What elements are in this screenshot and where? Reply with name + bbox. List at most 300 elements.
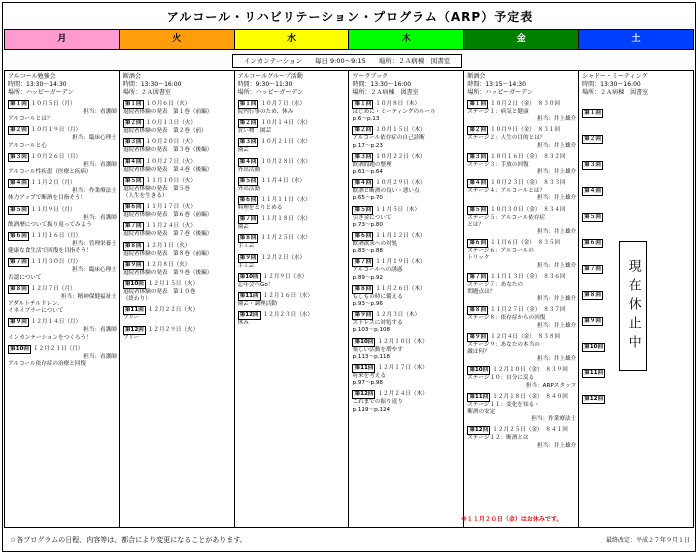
session-date: １１月２７日（金） ８３７回	[490, 307, 566, 314]
session-detail: 担当：井上雄介	[536, 142, 577, 149]
session-number: 第12回	[239, 312, 259, 319]
session-number: 第10回	[584, 344, 604, 350]
session-number: 第４回	[584, 188, 601, 194]
session-date: １０月１６日（金） ８３２回	[490, 153, 566, 160]
day-mon: 月	[5, 30, 120, 49]
session-date: １２月４日（金） ８３８回	[490, 333, 561, 340]
session-item	[120, 137, 234, 156]
session-number: 第１回	[584, 110, 601, 116]
session-detail: ステージ８：依存症からの回復	[467, 315, 546, 322]
schedule-column	[579, 71, 693, 527]
session-date: １２月７日（月）	[30, 285, 76, 292]
session-date: １２月１０日（金） ８３９回	[492, 367, 568, 374]
session-detail: p.65〜p.70	[352, 195, 383, 202]
session-number: 第３回	[124, 139, 142, 146]
session-item	[120, 99, 234, 118]
session-number: 第１回	[10, 101, 27, 107]
session-detail: ステージ７：あなたの	[467, 281, 524, 288]
session-item	[464, 125, 578, 151]
session-item	[235, 137, 349, 156]
session-item	[5, 125, 119, 151]
session-item	[464, 365, 578, 391]
revision-date: 最終改定：平成２７年９月１日	[605, 537, 690, 544]
session-number: 第９回	[469, 333, 487, 340]
session-date: １２月１６日（水）	[262, 293, 313, 300]
session-detail: 忘年会へGo！	[237, 281, 274, 288]
session-detail: 将来を考える	[352, 373, 387, 380]
session-detail: （終わり）	[122, 296, 151, 303]
session-item	[579, 203, 693, 229]
session-date: １１月１７日（火）	[145, 204, 196, 211]
session-detail: 手工芸	[237, 262, 255, 269]
session-date: １０月２日（金） ８３０回	[490, 101, 561, 107]
session-number: 第10回	[10, 345, 29, 352]
session-item	[5, 178, 119, 204]
session-item	[5, 99, 119, 125]
session-detail: 飲酒歴について振り返ってみよう	[8, 221, 92, 228]
session-item	[464, 332, 578, 366]
session-number: 第２回	[239, 120, 257, 127]
session-detail: p.61〜p.64	[352, 169, 383, 176]
session-number: 第７回	[239, 216, 257, 223]
session-detail: とは？	[467, 221, 485, 228]
session-date: １０月７日（水）	[260, 101, 306, 107]
session-item	[120, 241, 234, 260]
day-sat: 土	[579, 30, 693, 49]
session-date: １１月１６日（月）	[30, 233, 82, 240]
schedule-column	[349, 71, 464, 527]
session-date: １１月３０日（月）	[30, 259, 82, 266]
column-header-line: 時間：13:30〜16:00	[582, 81, 641, 88]
session-number: 第12回	[584, 396, 604, 402]
session-item	[5, 257, 119, 283]
session-number: 第３回	[10, 153, 27, 160]
session-item	[120, 157, 234, 176]
session-date: １１月４日（水）	[260, 177, 306, 184]
session-item	[120, 118, 234, 137]
session-item	[464, 305, 578, 331]
session-detail: イネイブラーについて	[8, 308, 64, 315]
session-number: 第５回	[584, 214, 601, 220]
session-date: １１月１９日（木）	[375, 259, 426, 266]
session-item	[464, 238, 578, 272]
column-header-line: 場所：２Ａ病棟 図書室	[582, 89, 649, 96]
session-detail: トリック	[467, 255, 490, 262]
session-date: １２月２２日（火）	[147, 307, 199, 314]
session-item	[120, 260, 234, 279]
session-number: 第１回	[124, 101, 142, 107]
session-item	[579, 385, 693, 411]
session-number: 第８回	[124, 242, 142, 249]
column-header-line: 場所：ハッピーガーデン	[237, 89, 304, 96]
session-detail: 引き金について	[352, 214, 392, 221]
session-number: 第６回	[354, 233, 372, 240]
session-number: 第９回	[584, 318, 601, 324]
session-item	[235, 291, 349, 310]
session-detail: ステージ４：アルコールとは？	[467, 188, 546, 195]
session-date: １０月２２日（木）	[375, 153, 426, 160]
session-date: １０月１５日（木）	[375, 127, 426, 134]
session-detail: もしもの時に備える	[352, 293, 403, 300]
session-detail: p.73〜p.80	[352, 221, 383, 228]
session-detail: ステージ９：あなたの本当の	[467, 341, 540, 348]
session-number: 第４回	[469, 180, 487, 187]
session-detail: p.89〜p.92	[352, 274, 383, 281]
session-date: １０月２０日（火）	[145, 139, 196, 146]
day-thu: 木	[349, 30, 464, 49]
session-date: １１月９日（月）	[30, 206, 76, 213]
session-number: 第２回	[10, 127, 27, 134]
session-detail: これまでの振り返り	[352, 399, 403, 406]
session-number: 第２回	[124, 120, 142, 127]
session-detail: 退院者体験の発表 第９巻（後編）	[122, 269, 213, 276]
session-date: １２月１０日（木）	[377, 338, 428, 345]
session-number: 第８回	[10, 285, 27, 292]
session-item	[349, 257, 463, 283]
session-detail: ステージ１１：変化を知る・	[467, 401, 540, 408]
session-date: １２月２９日（火）	[147, 326, 199, 333]
session-date: １２月１４日（月）	[30, 319, 82, 326]
column-header	[349, 71, 463, 99]
session-number: 第４回	[239, 158, 257, 165]
session-detail: ステージ２：人生の目的とは？	[467, 135, 546, 142]
session-detail: ストレスに対処する	[352, 320, 403, 327]
session-date: １０月３０日（金） ８３４回	[490, 206, 566, 213]
column-header	[579, 71, 693, 99]
holiday-notice: ※１１月２０日（金）はお休みです。	[461, 516, 563, 523]
session-date: １０月６日（火）	[145, 101, 191, 107]
session-item	[464, 152, 578, 178]
session-detail: 退院者体験の発表 第２巻（前）	[122, 128, 207, 135]
session-detail: 園芸・調理活動	[237, 301, 277, 308]
session-item	[464, 99, 578, 125]
session-date: １１月６日（金） ８３５回	[490, 240, 561, 247]
session-number: 第３回	[469, 153, 487, 160]
session-item	[349, 363, 463, 389]
day-fri: 金	[464, 30, 579, 49]
session-date: １２月１８日（金） ８４０回	[492, 393, 568, 400]
session-detail: 担当：看護師	[83, 327, 117, 334]
column-header-line: アルコール勉強会	[8, 73, 56, 80]
session-detail: 担当：看護師	[83, 353, 117, 360]
session-detail: p.93〜p.96	[352, 301, 383, 308]
session-detail: アルコール性疾患（医療と疾病）	[8, 169, 92, 176]
column-header-line: ワークブック	[352, 73, 389, 80]
session-date: １２月２４日（木）	[377, 391, 428, 398]
session-number: 第12回	[124, 326, 144, 333]
session-detail: ステージ３：手放の回復	[467, 161, 529, 168]
session-detail: 担当：ARPスタッフ	[525, 382, 577, 389]
session-detail: 担当：井上雄介	[536, 262, 577, 269]
schedule-column	[120, 71, 235, 527]
session-detail: 問題点は？	[467, 289, 496, 296]
session-detail: 退院者体験の発表 第７巻（後編）	[122, 231, 213, 238]
session-number: 第12回	[354, 391, 374, 398]
session-number: 第５回	[469, 206, 487, 213]
session-date: １０月１３日（火）	[145, 120, 196, 127]
session-item	[349, 231, 463, 257]
session-number: 第８回	[239, 235, 257, 242]
session-detail: p.119〜p.124	[352, 406, 391, 413]
session-detail: p.83〜p.88	[352, 248, 383, 255]
session-item	[235, 157, 349, 176]
session-detail: アルコールへの誘惑	[352, 267, 403, 274]
session-detail: 健康な食生活で回復を目指そう！	[8, 248, 92, 255]
session-date: １０月２７日（火）	[145, 158, 196, 165]
session-detail: 担当：看護師	[83, 161, 117, 168]
session-detail: 担当：井上雄介	[536, 195, 577, 202]
column-header-line: 時間：13:15〜14:30	[467, 81, 526, 88]
session-detail: 飲酒欲求への対処	[352, 241, 398, 248]
session-detail: 担当：管理栄養士	[72, 241, 117, 248]
column-header-line: 場所：２Ａ病棟 図書室	[352, 89, 419, 96]
schedule-column	[235, 71, 350, 527]
session-detail: 園芸	[237, 147, 249, 154]
page-title: アルコール・リハビリテーション・プログラム（ARP）予定表	[166, 10, 534, 24]
session-detail: 担当：臨床心理士	[72, 135, 117, 142]
session-number: 第７回	[10, 259, 27, 266]
column-header-line: 時間：13:30〜14:30	[8, 81, 67, 88]
session-item	[5, 344, 119, 370]
session-item	[120, 305, 234, 324]
session-number: 第３回	[354, 153, 372, 160]
schedule-grid	[4, 70, 694, 528]
session-detail: ステージ６：アルコールの	[467, 248, 534, 255]
session-detail: アルコールとは？	[8, 116, 53, 123]
session-number: 第４回	[354, 180, 372, 187]
session-detail: 担当：井上雄介	[536, 116, 577, 123]
session-detail: 退院者体験の発表 第１０巻	[122, 289, 196, 296]
session-detail: p.113〜p.118	[352, 353, 391, 360]
session-item	[464, 425, 578, 451]
session-item	[464, 392, 578, 426]
session-detail: 料理をとりとめる	[237, 205, 283, 212]
session-detail: 園芸	[237, 224, 249, 231]
session-item	[235, 176, 349, 195]
session-number: 第１回	[469, 101, 487, 107]
session-number: 第５回	[239, 177, 257, 184]
column-header-line: アルコールグループ活動	[237, 73, 303, 80]
session-item	[464, 272, 578, 306]
session-date: １０月９日（金） ８３１回	[490, 127, 561, 134]
session-detail: 休み	[237, 320, 249, 327]
session-detail: 担当：井上雄介	[536, 442, 577, 449]
session-detail: 否認について	[8, 274, 42, 281]
session-number: 第11回	[239, 293, 259, 300]
session-detail: 外出活動	[237, 185, 261, 192]
session-detail: アルコール依存症の治療と回復	[8, 361, 86, 368]
session-number: 第２回	[469, 127, 487, 134]
column-header-line: 場所：２Ａ図書室	[122, 89, 171, 96]
session-detail: 担当：井上雄介	[536, 169, 577, 176]
session-date: １１月１２日（木）	[375, 233, 426, 240]
session-number: 第９回	[354, 312, 372, 319]
session-item	[235, 195, 349, 214]
column-header-line: シャドー・ミーティング	[582, 73, 648, 80]
session-item	[235, 310, 349, 329]
session-date: １０月２１日（水）	[260, 139, 311, 146]
session-number: 第１回	[239, 101, 257, 107]
session-date: １１月２４日（火）	[145, 223, 196, 230]
session-number: 第11回	[584, 370, 604, 376]
day-tue: 火	[120, 30, 235, 49]
session-detail: 担当：看護師	[83, 214, 117, 221]
session-item	[5, 284, 119, 318]
paused-notice: 現在休止中	[619, 241, 647, 371]
session-item	[349, 152, 463, 178]
session-detail: p.6〜p.13	[352, 116, 380, 123]
session-detail: 担当：作業療法士	[72, 188, 117, 195]
session-number: 第10回	[469, 367, 489, 374]
session-number: 第10回	[239, 273, 259, 280]
session-detail: 担当：井上雄介	[536, 322, 577, 329]
column-header-line: 場所：ハッピーガーデン	[8, 89, 74, 96]
session-date: １２月８日（火）	[145, 261, 191, 268]
session-detail: 断酒の安定	[467, 409, 496, 416]
session-date: １１月１１日（水）	[260, 197, 311, 204]
column-header-line: 断酒会	[467, 73, 486, 80]
session-detail: アルコールと心	[8, 142, 47, 149]
session-number: 第３回	[239, 139, 257, 146]
schedule-column	[464, 71, 579, 527]
session-date: １１月１０日（火）	[145, 177, 196, 184]
session-detail: 担当：臨床心理士	[72, 267, 117, 274]
schedule-column	[5, 71, 120, 527]
session-number: 第７回	[584, 266, 601, 272]
session-number: 第２回	[354, 127, 372, 134]
footnote: ☆各プログラムの日程、内容等は、都合により変更になることがあります。	[10, 536, 247, 544]
column-header	[235, 71, 349, 99]
session-item	[349, 389, 463, 415]
session-date: １０月２６日（月）	[30, 153, 82, 160]
session-number: 第４回	[10, 180, 27, 187]
session-item	[5, 317, 119, 343]
session-number: 第７回	[354, 259, 372, 266]
session-detail: フリー	[122, 334, 140, 341]
session-number: 第６回	[584, 240, 601, 246]
session-item	[120, 279, 234, 305]
session-detail: 外出活動	[237, 166, 261, 173]
session-number: 第12回	[469, 427, 489, 434]
session-detail: インカンテーションをつくろう！	[8, 334, 92, 341]
session-date: １２月１５日（火）	[147, 281, 199, 288]
session-detail: アルコール依存症の自己診断	[352, 135, 425, 142]
session-item	[579, 177, 693, 203]
session-number: 第９回	[124, 261, 142, 268]
session-detail: 院内行事のため、休み	[237, 109, 294, 115]
session-date: １２月２日（水）	[260, 254, 306, 261]
session-detail: ステージ１０：自分に戻る	[467, 375, 535, 382]
session-detail: 退院者体験の発表 第８巻（前編）	[122, 250, 213, 257]
session-number: 第８回	[584, 292, 601, 298]
session-detail: 退院者体験の発表 第３巻（後編）	[122, 147, 213, 154]
session-date: １２月３日（木）	[375, 312, 421, 319]
session-detail: はじめに・ミーティングのルール	[352, 109, 436, 115]
session-item	[5, 205, 119, 231]
session-number: 第２回	[584, 136, 601, 142]
column-header-line: 時間：9:30〜11:30	[237, 81, 293, 88]
session-number: 第11回	[354, 365, 374, 372]
session-date: １０月１４日（水）	[260, 120, 311, 127]
session-item	[349, 205, 463, 231]
session-detail: フリー	[122, 315, 140, 322]
session-detail: p.97〜p.98	[352, 380, 383, 387]
session-number: 第１回	[354, 101, 372, 107]
session-item	[349, 310, 463, 336]
session-date: １２月２１日（月）	[32, 345, 84, 352]
column-header-line: 断酒会	[122, 73, 141, 80]
session-detail: p.103〜p.108	[352, 327, 391, 334]
session-detail: ステージ１２：断酒とは	[467, 435, 529, 442]
column-header	[5, 71, 119, 99]
session-item	[349, 178, 463, 204]
session-item	[5, 152, 119, 178]
session-date: １０月５日（月）	[30, 101, 76, 107]
session-detail: （人生を生きる）	[122, 193, 168, 200]
column-header	[464, 71, 578, 99]
session-item	[579, 99, 693, 125]
session-number: 第３回	[584, 162, 601, 168]
session-date: １２月２５日（金） ８４１回	[492, 427, 568, 434]
session-detail: 担当：精神保健福祉士	[60, 293, 117, 300]
session-number: 第11回	[124, 307, 144, 314]
session-item	[579, 125, 693, 151]
session-item	[235, 118, 349, 137]
session-number: 第５回	[10, 206, 27, 213]
session-detail: 飲酒と断酒の良い・悪い点	[352, 188, 420, 195]
session-date: １１月２日（月）	[30, 180, 76, 187]
session-item	[235, 253, 349, 272]
session-number: 第６回	[124, 204, 142, 211]
session-date: １２月１７日（木）	[377, 365, 428, 372]
column-header-line: 時間：13:30〜16:00	[352, 81, 412, 88]
session-date: １０月２８日（水）	[260, 158, 311, 165]
session-detail: 手工芸	[237, 243, 255, 250]
session-number: 第11回	[469, 393, 489, 400]
session-detail: 体力アップで断酒を目指そう！	[8, 195, 87, 202]
session-date: １０月２９日（木）	[375, 180, 426, 187]
session-item	[235, 214, 349, 233]
session-number: 第７回	[124, 223, 142, 230]
session-number: 第８回	[354, 285, 372, 292]
session-item	[349, 284, 463, 310]
day-wed: 水	[235, 30, 350, 49]
session-date: １１月２６日（木）	[375, 285, 426, 292]
session-date: １０月１９日（月）	[30, 127, 82, 134]
session-item	[235, 99, 349, 118]
session-date: １１月５日（木）	[375, 206, 421, 213]
session-detail: 担当：井上雄介	[536, 296, 577, 303]
session-date: １２月１日（火）	[145, 242, 191, 249]
session-item	[120, 221, 234, 240]
session-number: 第９回	[239, 254, 257, 261]
session-detail: 担当：作業療法士	[531, 416, 577, 423]
session-date: １２月２３日（水）	[262, 312, 313, 319]
session-number: 第10回	[124, 281, 144, 288]
incantation-banner: インカンテーション 毎日 9:00〜9:15 場所：２Ａ病棟 図書室	[232, 54, 462, 68]
session-date: １１月１３日（金） ８３６回	[490, 273, 566, 280]
session-item	[349, 125, 463, 151]
session-detail: アダルトチルドレン、	[8, 301, 63, 308]
session-number: 第５回	[354, 206, 372, 213]
session-detail: 退院者体験の発表 第４巻（後編）	[122, 166, 213, 173]
session-item	[349, 337, 463, 363]
session-detail: 担当：井上雄介	[536, 356, 577, 363]
session-number: 第５回	[124, 177, 142, 184]
session-item	[235, 233, 349, 252]
session-item	[464, 205, 578, 239]
session-detail: ステージ１：病気と健康	[467, 109, 529, 115]
